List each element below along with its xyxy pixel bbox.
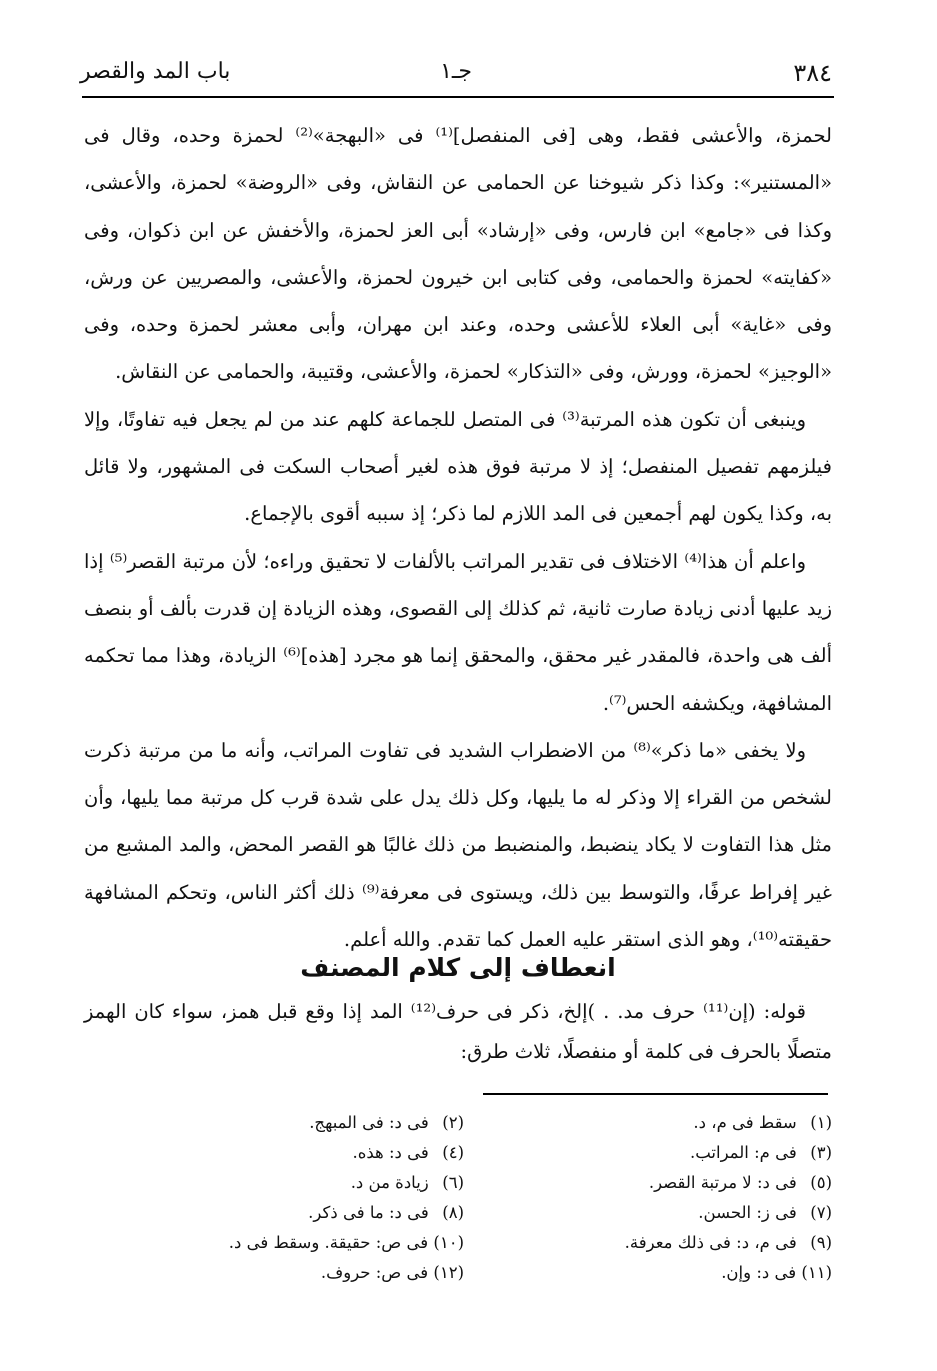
footnote-text: فى ص: حقيقة. وسقط فى د. bbox=[228, 1233, 429, 1252]
footnote-text: فى د: لا مرتبة القصر. bbox=[648, 1173, 797, 1192]
footnote-text: فى د: ما فى ذكر. bbox=[308, 1203, 429, 1222]
footnote-number: (١١) bbox=[801, 1263, 832, 1282]
footnotes-left-column bbox=[124, 1108, 464, 1288]
footnote-number: (٧) bbox=[810, 1203, 832, 1222]
footnotes-right-column bbox=[492, 1108, 832, 1288]
footnote-text: فى د: وإن. bbox=[721, 1263, 797, 1282]
footnote-text: فى ز: الحسن. bbox=[698, 1203, 797, 1222]
footnote-number: (٦) bbox=[442, 1173, 464, 1192]
header-divider bbox=[82, 96, 834, 98]
footnote bbox=[492, 1108, 832, 1138]
footnote-text: فى م: المراتب. bbox=[689, 1143, 797, 1162]
footnote bbox=[124, 1138, 464, 1168]
footnote-number: (٤) bbox=[442, 1143, 464, 1162]
running-header bbox=[80, 55, 832, 95]
footnote-text: سقط فى م، د. bbox=[693, 1113, 797, 1132]
footnote bbox=[492, 1228, 832, 1258]
footnote bbox=[492, 1138, 832, 1168]
section-text bbox=[84, 992, 832, 1072]
footnote-number: (٩) bbox=[810, 1233, 832, 1252]
footnote bbox=[492, 1168, 832, 1198]
footnote-number: (١٢) bbox=[433, 1263, 464, 1282]
footnote-text: زيادة من د. bbox=[350, 1173, 429, 1192]
footnote-text: فى م، د: فى ذلك معرفة. bbox=[624, 1233, 797, 1252]
footnote bbox=[124, 1258, 464, 1288]
footnote-number: (٣) bbox=[810, 1143, 832, 1162]
section-heading: انعطاف إلى كلام المصنف bbox=[300, 953, 616, 982]
paragraph: لحمزة، والأعشى فقط، وهى [فى المنفصل]⁽¹⁾ فى «البهجة»⁽²⁾ لحمزة وحده، وقال فى «المستنير»: وكذا ذكر شيوخنا عن الحمامى عن النقاش، وفى «الروضة» لحمزة، والأعشى، وكذا فى «جامع» ابن فارس، وفى «إرشاد» أبى العز لحمزة، والأخفش عن ابن ذكوان، وفى «كفايته» لحمزة والحمامى، وفى كتابى ابن خيرون لحمزة، والأعشى، والمصريين عن ورش، وفى «غاية» أبى العلاء للأعشى وحده، وعند ابن مهران، وأبى معشر لحمزة وحده، وفى «الوجيز» لحمزة، وورش، وفى «التذكار» لحمزة، والأعشى، وقتيبة، والحمامى عن النقاش. bbox=[84, 124, 832, 384]
footnote bbox=[124, 1168, 464, 1198]
volume-label: جـ١ bbox=[440, 59, 472, 84]
main-text bbox=[84, 112, 832, 963]
footnote-text: فى ص: حروف. bbox=[320, 1263, 429, 1282]
footnote bbox=[492, 1258, 832, 1288]
footnote-text: فى د: فى المبهج. bbox=[309, 1113, 429, 1132]
footnote-number: (٢) bbox=[442, 1113, 464, 1132]
footnote bbox=[124, 1198, 464, 1228]
footnote-text: فى د: هذه. bbox=[352, 1143, 429, 1162]
paragraph: واعلم أن هذا⁽⁴⁾ الاختلاف فى تقدير المراتب بالألفات لا تحقيق وراءه؛ لأن مرتبة القصر⁽⁵⁾ إذا زيد عليها أدنى زيادة صارت ثانية، ثم كذلك إلى القصوى، وهذه الزيادة إن قدرت بألف أو بنصف ألف هى واحدة، فالمقدر غير محقق، والمحقق إنما هو مجرد [هذه]⁽⁶⁾ الزيادة، وهذا مما تحكمه المشافهة، ويكشفه الحس⁽⁷⁾. bbox=[84, 549, 832, 715]
footnote bbox=[124, 1108, 464, 1138]
footnote-divider bbox=[483, 1093, 828, 1095]
footnote-number: (١٠) bbox=[433, 1233, 464, 1252]
footnote-number: (٨) bbox=[442, 1203, 464, 1222]
footnote bbox=[124, 1228, 464, 1258]
footnote-number: (٥) bbox=[810, 1173, 832, 1192]
paragraph: قوله: (إن⁽¹¹⁾ حرف مد. . )إلخ، ذكر فى حرف⁽¹²⁾ المد إذا وقع قبل همز، سواء كان الهمز متصلًا بالحرف فى كلمة أو منفصلًا، ثلاث طرق: bbox=[84, 1000, 832, 1063]
footnote-number: (١) bbox=[810, 1113, 832, 1132]
footnote bbox=[492, 1198, 832, 1228]
chapter-title: باب المد والقصر bbox=[80, 59, 231, 84]
paragraph: وينبغى أن تكون هذه المرتبة⁽³⁾ فى المتصل للجماعة كلهم عند من لم يجعل فيه تفاوتًا، وإلا فيلزمهم تفصيل المنفصل؛ إذ لا مرتبة فوق هذه لغير أصحاب السكت فى المشهور، ولا قائل به، وكذا يكون لهم أجمعين فى المد اللازم لما ذكر؛ إذ سببه أقوى بالإجماع. bbox=[84, 407, 832, 526]
page-number: ٣٨٤ bbox=[793, 59, 832, 87]
paragraph: ولا يخفى «ما ذكر»⁽⁸⁾ من الاضطراب الشديد فى تفاوت المراتب، وأنه ما من مرتبة ذكرت لشخص من القراء إلا وذكر له ما يليها، وكل ذلك يدل على شدة قرب كل مرتبة مما يليها، وأن مثل هذا التفاوت لا يكاد ينضبط، والمنضبط من ذلك غالبًا هو القصر المحض، والمد المشبع من غير إفراط عرفًا، والتوسط بين ذلك، ويستوى فى معرفة⁽⁹⁾ ذلك أكثر الناس، وتحكم المشافهة حقيقته⁽¹⁰⁾، وهو الذى استقر عليه العمل كما تقدم. والله أعلم. bbox=[84, 738, 832, 952]
